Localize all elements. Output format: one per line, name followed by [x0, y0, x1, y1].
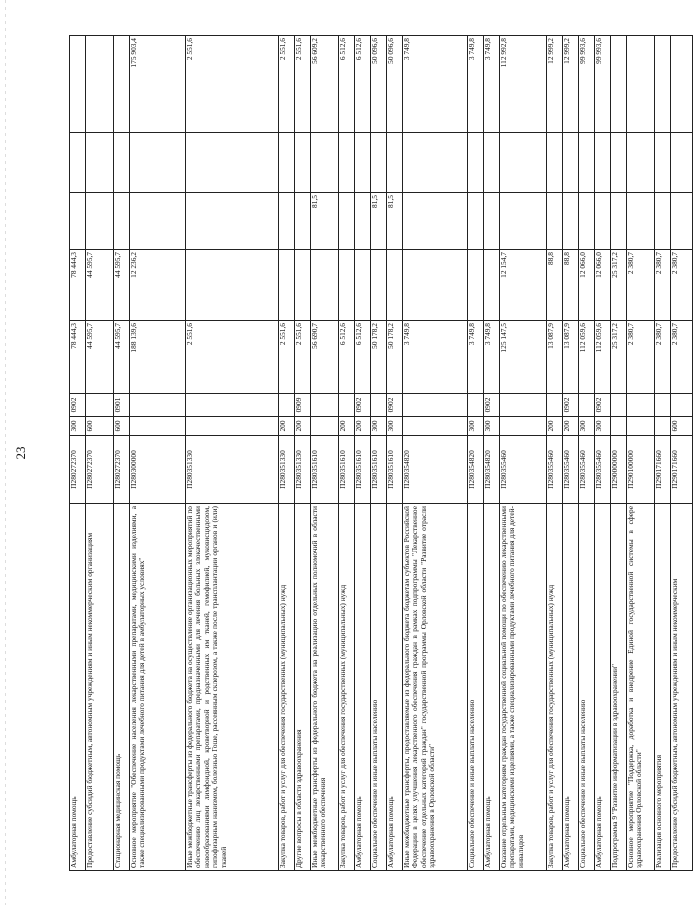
cell-v2: 12 154,7 [500, 250, 547, 321]
cell-vr [186, 417, 279, 436]
cell-v5: 6 512,6 [355, 36, 371, 133]
cell-v3 [563, 193, 579, 250]
cell-v4 [579, 133, 595, 193]
table-row [279, 36, 295, 871]
table-body [70, 36, 693, 871]
table-row [611, 36, 627, 871]
cell-vr: 300 [579, 417, 595, 436]
cell-v5: 12 999,2 [547, 36, 563, 133]
cell-v4 [468, 133, 484, 193]
cell-v2 [186, 250, 279, 321]
cell-v1: 6 512,6 [355, 321, 371, 394]
cell-code: П290171660 [655, 436, 671, 504]
cell-v1: 25 317,2 [611, 321, 627, 394]
cell-v5: 99 993,6 [579, 36, 595, 133]
budget-table [69, 35, 693, 871]
table-row [186, 36, 279, 871]
cell-code: П280351330 [186, 436, 279, 504]
cell-code: П280351610 [387, 436, 403, 504]
cell-v5 [627, 36, 655, 133]
cell-code: П280351610 [311, 436, 339, 504]
cell-vr: 200 [563, 417, 579, 436]
cell-name: Иные межбюджетные трансферты, предоставляемые из федерального бюджета бюджетам субъектов Российской Федерации в целях улучшения лекарственного обеспечения граждан в рамках подпрограммы "Лекарственное обеспечение отдельных категорий граждан" государственной программы Орловской области "Развитие отрасли здравоохранения в Орловской области" [403, 504, 468, 871]
cell-rz: 0902 [595, 394, 611, 417]
cell-v5: 2 551,6 [279, 36, 295, 133]
cell-code: П280355460 [547, 436, 563, 504]
cell-v5: 175 903,4 [130, 36, 186, 133]
cell-vr: 300 [387, 417, 403, 436]
cell-vr: 300 [595, 417, 611, 436]
cell-v2 [311, 250, 339, 321]
page-number: 23 [13, 446, 28, 460]
cell-v1: 6 512,6 [339, 321, 355, 394]
cell-v3 [114, 193, 130, 250]
cell-v3 [595, 193, 611, 250]
cell-v4 [547, 133, 563, 193]
cell-v4 [563, 133, 579, 193]
cell-v1: 2 551,6 [295, 321, 311, 394]
cell-v4 [355, 133, 371, 193]
cell-v1: 2 551,6 [279, 321, 295, 394]
cell-rz: 0902 [563, 394, 579, 417]
cell-rz [468, 394, 484, 417]
cell-v1: 13 087,9 [547, 321, 563, 394]
cell-code: П280355460 [563, 436, 579, 504]
cell-vr [403, 417, 468, 436]
cell-v2 [279, 250, 295, 321]
cell-v2 [295, 250, 311, 321]
cell-v3: 81,5 [387, 193, 403, 250]
table-row [500, 36, 547, 871]
cell-code: П280272370 [70, 436, 86, 504]
cell-v4 [500, 133, 547, 193]
cell-code: П280355460 [595, 436, 611, 504]
cell-v5 [671, 36, 693, 133]
cell-v5: 50 096,6 [371, 36, 387, 133]
cell-vr: 200 [339, 417, 355, 436]
cell-name: Иные межбюджетные трансферты из федерального бюджета на реализацию отдельных полномочий в области лекарственного обеспечения [311, 504, 339, 871]
table-row [130, 36, 186, 871]
table-row [403, 36, 468, 871]
cell-name: Социальное обеспечение и иные выплаты населению [579, 504, 595, 871]
cell-v1: 78 444,3 [70, 321, 86, 394]
cell-v2 [484, 250, 500, 321]
cell-v1: 50 178,2 [371, 321, 387, 394]
cell-v2: 12 066,0 [579, 250, 595, 321]
cell-v2 [339, 250, 355, 321]
cell-vr: 300 [484, 417, 500, 436]
cell-vr [627, 417, 655, 436]
cell-vr [130, 417, 186, 436]
cell-v2 [468, 250, 484, 321]
cell-rz [627, 394, 655, 417]
binding-margin-line [5, 0, 6, 905]
cell-v3 [130, 193, 186, 250]
table-row [484, 36, 500, 871]
cell-code: П290171660 [671, 436, 693, 504]
cell-rz [279, 394, 295, 417]
cell-name: Иные межбюджетные трансферты из федерального бюджета на осуществление организационных мероприятий по обеспечению лиц лекарственными препаратами, предназначенными для лечения больных злокачественными новообразованиями лимфоидной, кроветворной и родственных им тканей, гемофилией, муковисцидозом, гипофизарным нанизмом, болезнью Гоше, рассеянным склерозом, а также после трансплантации органов и (или) тканей [186, 504, 279, 871]
cell-name: Закупка товаров, работ и услуг для обеспечения государственных (муниципальных) нужд [279, 504, 295, 871]
table-row [655, 36, 671, 871]
cell-code: П280351610 [371, 436, 387, 504]
cell-name: Другие вопросы в области здравоохранения [295, 504, 311, 871]
cell-v3 [86, 193, 114, 250]
cell-code: П280351610 [355, 436, 371, 504]
cell-vr: 600 [671, 417, 693, 436]
cell-v4 [114, 133, 130, 193]
cell-v2: 25 317,2 [611, 250, 627, 321]
cell-v4 [186, 133, 279, 193]
table-row [563, 36, 579, 871]
cell-v4 [627, 133, 655, 193]
cell-v3 [279, 193, 295, 250]
cell-rz [130, 394, 186, 417]
cell-v1: 112 059,6 [595, 321, 611, 394]
cell-code: П280351330 [279, 436, 295, 504]
cell-v4 [130, 133, 186, 193]
cell-v4 [387, 133, 403, 193]
cell-v2 [371, 250, 387, 321]
cell-v5: 99 993,6 [595, 36, 611, 133]
cell-v1: 2 380,7 [627, 321, 655, 394]
table-row [595, 36, 611, 871]
cell-name: Закупка товаров, работ и услуг для обеспечения государственных (муниципальных) нужд [547, 504, 563, 871]
cell-v3 [579, 193, 595, 250]
cell-v5: 3 749,8 [484, 36, 500, 133]
cell-v3 [355, 193, 371, 250]
cell-v1: 13 087,9 [563, 321, 579, 394]
cell-v2: 2 380,7 [671, 250, 693, 321]
cell-vr: 600 [114, 417, 130, 436]
cell-code: П280272370 [114, 436, 130, 504]
cell-rz [671, 394, 693, 417]
cell-name: Амбулаторная помощь [563, 504, 579, 871]
table-row [114, 36, 130, 871]
cell-v1: 125 147,5 [500, 321, 547, 394]
cell-v3 [611, 193, 627, 250]
cell-name: Закупка товаров, работ и услуг для обеспечения государственных (муниципальных) нужд [339, 504, 355, 871]
table-row [311, 36, 339, 871]
cell-v4 [70, 133, 86, 193]
cell-v4 [671, 133, 693, 193]
cell-rz: 0902 [70, 394, 86, 417]
cell-name: Реализация основного мероприятия [655, 504, 671, 871]
cell-v3 [671, 193, 693, 250]
cell-v5: 56 609,2 [311, 36, 339, 133]
table-row [295, 36, 311, 871]
cell-v2: 78 444,3 [70, 250, 86, 321]
cell-v1: 44 595,7 [86, 321, 114, 394]
cell-rz [500, 394, 547, 417]
cell-v3 [186, 193, 279, 250]
cell-vr [500, 417, 547, 436]
cell-name: Социальное обеспечение и иные выплаты населению [371, 504, 387, 871]
cell-rz [311, 394, 339, 417]
cell-v3 [484, 193, 500, 250]
cell-v1: 3 749,8 [468, 321, 484, 394]
cell-name: Стационарная медицинская помощь [114, 504, 130, 871]
cell-rz: 0901 [114, 394, 130, 417]
cell-v5 [655, 36, 671, 133]
cell-vr: 600 [86, 417, 114, 436]
cell-v2: 2 380,7 [655, 250, 671, 321]
cell-name: Подпрограмма 9 "Развитие информатизации в здравоохранении" [611, 504, 627, 871]
cell-v4 [484, 133, 500, 193]
cell-name: Амбулаторная помощь [387, 504, 403, 871]
cell-v1: 188 139,6 [130, 321, 186, 394]
cell-rz [86, 394, 114, 417]
cell-v4 [295, 133, 311, 193]
cell-vr: 200 [355, 417, 371, 436]
cell-rz [186, 394, 279, 417]
cell-v5: 2 551,6 [186, 36, 279, 133]
cell-name: Социальное обеспечение и иные выплаты населению [468, 504, 484, 871]
cell-vr: 300 [371, 417, 387, 436]
cell-name: Амбулаторная помощь [355, 504, 371, 871]
cell-v2 [355, 250, 371, 321]
cell-rz [371, 394, 387, 417]
cell-name: Амбулаторная помощь [70, 504, 86, 871]
table-row [579, 36, 595, 871]
table-row [627, 36, 655, 871]
cell-rz [339, 394, 355, 417]
cell-v1: 112 059,6 [579, 321, 595, 394]
table-row [468, 36, 484, 871]
table-row [547, 36, 563, 871]
cell-v4 [655, 133, 671, 193]
cell-name: Предоставление субсидий бюджетным, автономным учреждениям и иным некоммерческим [671, 504, 693, 871]
cell-v4 [595, 133, 611, 193]
cell-rz: 0902 [484, 394, 500, 417]
cell-code: П290100000 [627, 436, 655, 504]
cell-rz [579, 394, 595, 417]
cell-code: П280354820 [403, 436, 468, 504]
cell-v5 [86, 36, 114, 133]
cell-v3: 81,5 [371, 193, 387, 250]
cell-vr: 200 [295, 417, 311, 436]
cell-v3 [403, 193, 468, 250]
cell-v2 [403, 250, 468, 321]
cell-v1: 56 690,7 [311, 321, 339, 394]
table-row [355, 36, 371, 871]
cell-v1: 44 595,7 [114, 321, 130, 394]
cell-v3 [70, 193, 86, 250]
cell-v5: 2 551,6 [295, 36, 311, 133]
table-row [339, 36, 355, 871]
cell-v3 [547, 193, 563, 250]
cell-v2 [387, 250, 403, 321]
rotated-table-wrapper [69, 36, 679, 871]
cell-code: П280355460 [500, 436, 547, 504]
cell-v3 [295, 193, 311, 250]
cell-v4 [339, 133, 355, 193]
cell-v4 [403, 133, 468, 193]
cell-rz [655, 394, 671, 417]
cell-vr: 200 [547, 417, 563, 436]
cell-v3: 81,5 [311, 193, 339, 250]
cell-v2: 44 595,7 [114, 250, 130, 321]
cell-v4 [86, 133, 114, 193]
cell-v5 [70, 36, 86, 133]
cell-name: Основное мероприятие "Поддержка, доработка и внедрение Единой государственной системы в сфере здравоохранения Орловской области" [627, 504, 655, 871]
cell-v5 [611, 36, 627, 133]
cell-v3 [500, 193, 547, 250]
cell-rz [403, 394, 468, 417]
cell-v5: 6 512,6 [339, 36, 355, 133]
cell-code: П280351610 [339, 436, 355, 504]
cell-code: П280300000 [130, 436, 186, 504]
cell-v3 [468, 193, 484, 250]
cell-name: Амбулаторная помощь [484, 504, 500, 871]
cell-v2: 12 236,2 [130, 250, 186, 321]
cell-v5: 112 992,8 [500, 36, 547, 133]
cell-v4 [611, 133, 627, 193]
cell-v2: 44 595,7 [86, 250, 114, 321]
cell-rz: 0902 [387, 394, 403, 417]
cell-rz [611, 394, 627, 417]
cell-vr [655, 417, 671, 436]
cell-v1: 3 749,8 [403, 321, 468, 394]
cell-name: Оказание отдельным категориям граждан государственной социальной помощи по обеспечению лекарственными препаратами, медицинскими изделиями, а также специализированными продуктами лечебного питания для детей-инвалидов [500, 504, 547, 871]
cell-v2: 2 380,7 [627, 250, 655, 321]
table-row [671, 36, 693, 871]
cell-v5: 50 096,6 [387, 36, 403, 133]
cell-rz: 0902 [355, 394, 371, 417]
cell-vr: 300 [70, 417, 86, 436]
cell-v2: 88,8 [563, 250, 579, 321]
cell-v5 [114, 36, 130, 133]
cell-v3 [627, 193, 655, 250]
cell-name: Предоставление субсидий бюджетным, автономным учреждениям и иным некоммерческим организациям [86, 504, 114, 871]
cell-code: П280272370 [86, 436, 114, 504]
cell-v4 [279, 133, 295, 193]
cell-v4 [371, 133, 387, 193]
table-row [387, 36, 403, 871]
cell-v1: 2 380,7 [671, 321, 693, 394]
cell-rz: 0909 [295, 394, 311, 417]
table-row [371, 36, 387, 871]
cell-v4 [311, 133, 339, 193]
cell-code: П280355460 [579, 436, 595, 504]
cell-rz [547, 394, 563, 417]
cell-v1: 50 178,2 [387, 321, 403, 394]
table-row [70, 36, 86, 871]
cell-v2: 88,8 [547, 250, 563, 321]
cell-v5: 12 999,2 [563, 36, 579, 133]
cell-code: П290000000 [611, 436, 627, 504]
cell-name: Основное мероприятие "Обеспечение населения лекарственными препаратами, медицинскими изделиями, а также специализированными продуктами лечебного питания для детей в амбулаторных условиях" [130, 504, 186, 871]
cell-vr: 200 [279, 417, 295, 436]
cell-code: П280351330 [295, 436, 311, 504]
cell-v2: 12 066,0 [595, 250, 611, 321]
cell-vr [311, 417, 339, 436]
cell-v1: 2 380,7 [655, 321, 671, 394]
cell-v5: 3 749,8 [403, 36, 468, 133]
cell-v3 [339, 193, 355, 250]
cell-code: П280354820 [468, 436, 484, 504]
cell-vr [611, 417, 627, 436]
table-row [86, 36, 114, 871]
cell-name: Амбулаторная помощь [595, 504, 611, 871]
cell-v1: 3 749,8 [484, 321, 500, 394]
cell-vr: 300 [468, 417, 484, 436]
cell-v1: 2 551,6 [186, 321, 279, 394]
cell-v5: 3 749,8 [468, 36, 484, 133]
cell-code: П280354820 [484, 436, 500, 504]
cell-v3 [655, 193, 671, 250]
